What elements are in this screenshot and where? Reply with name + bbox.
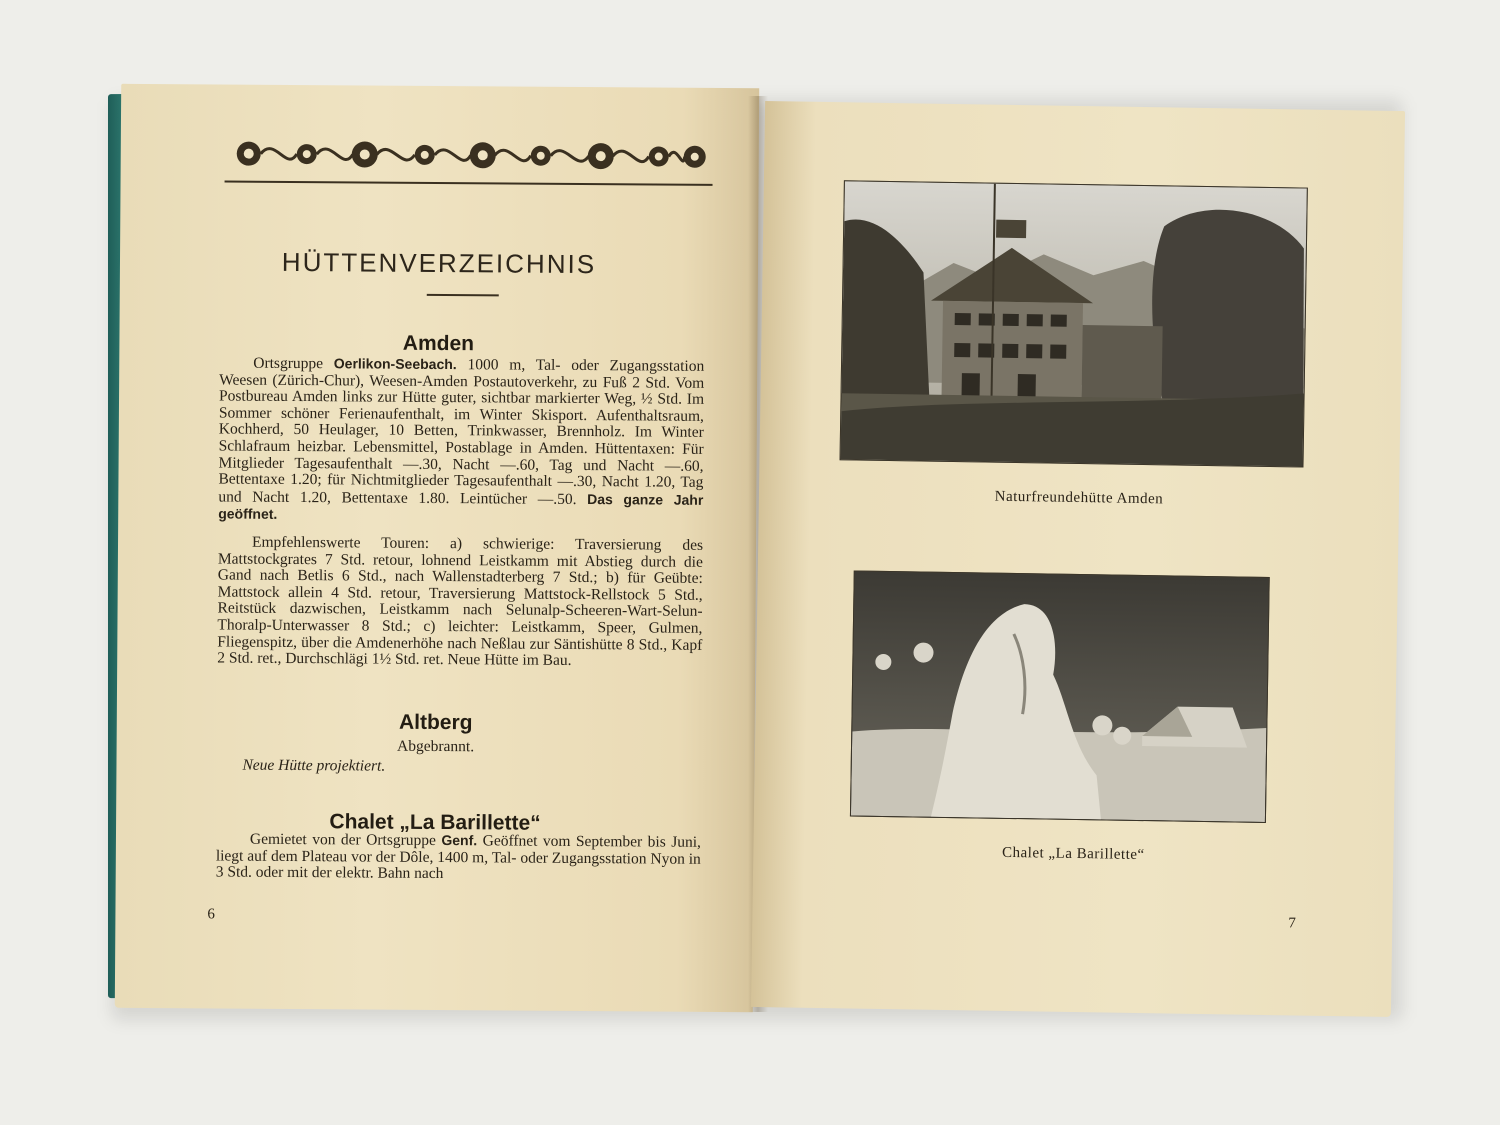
section-heading-amden: Amden [402, 331, 475, 356]
title-rule [427, 294, 499, 297]
section-heading-chalet: Chalet „La Barillette“ [329, 810, 541, 835]
chalet-text-intro: Gemietet von der Ortsgruppe [249, 830, 442, 850]
amden-description [218, 354, 704, 526]
ornament-rule [225, 181, 713, 186]
amden-text-intro: Ortsgruppe [253, 354, 334, 373]
chalet-group-name: Genf. [441, 832, 478, 849]
hut-photo-illustration [841, 181, 1307, 466]
chalet-photo-illustration [851, 571, 1269, 821]
right-page [751, 101, 1405, 1017]
page-title: HÜTTENVERZEICHNIS [281, 246, 597, 280]
amden-tours [217, 534, 703, 670]
amden-group-name: Oerlikon-Seebach. [333, 355, 457, 373]
photo-2-caption: Chalet „La Barillette“ [1001, 844, 1145, 864]
amden-text-body: 1000 m, Tal- oder Zugangsstation Weesen (Zürich-Chur), Weesen-Amden Postautoverkehr, zu Fuß 2 Std. Vom Postbureau Amden links zur Hütte guter, sichtbar markierter Weg, ½ Std. Im Sommer schöner Ferienaufenthalt, im Winter Skisport. Aufenthaltsraum, Kochherd, 50 Heulager, 10 Betten, Trinkwasser, Brennholz. Im Winter Schlafraum heizbar. Lebensmittel, Postablage in Amden. Hüttentaxen: Für Mitglieder Tagesaufenthalt —.30, Nacht —.60, Tag und Nacht —.60, Bettentaxe 1.20; für Nichtmitglieder Tagesaufenthalt —.30, Nacht 1.20, Tag und Nacht 1.20, Bettentaxe 1.80. Leintücher —.50. [218, 356, 705, 508]
altberg-status: Abgebrannt. [397, 737, 475, 756]
amden-opening-note: Das ganze Jahr geöffnet. [218, 490, 704, 523]
photo-chalet-la-barillette [850, 570, 1270, 823]
floral-ornament-header [225, 131, 713, 180]
left-page [115, 84, 759, 1012]
altberg-note: Neue Hütte projektiert. [242, 756, 386, 775]
amden-tours-text: Empfehlenswerte Touren: a) schwierige: Traversierung des Mattstockgrates 7 Std. retour, lohnend Leistkamm mit Abstieg durch die Gand nach Betlis 6 Std., nach Wallenstadterberg 7 Std.; b) für Geübte: Mattstock allein 4 Std. retour, Traversierung Mattstock-Rellstock 5 Std., Reitstück dazwischen, Leistkamm nach Selunalp-Scheeren-Wart-Selun-Thoralp-Unterwasser 8 Std.; c) leichter: Leistkamm, Speer, Gulmen, Fliegenspitz, über die Amdenerhöhe nach Neßlau zur Säntishütte 8 Std., Kapf 2 Std. ret., Durchschlägi 1½ Std. ret. Neue Hütte im Bau. [217, 533, 704, 670]
page-number-left: 6 [207, 906, 215, 923]
photo-1-caption: Naturfreundehütte Amden [994, 488, 1164, 508]
page-number-right: 7 [1288, 915, 1296, 932]
photo-naturfreundehuette-amden [840, 180, 1308, 467]
section-heading-altberg: Altberg [398, 710, 473, 735]
chalet-text-body: Geöffnet vom September bis Juni, liegt auf dem Plateau vor der Dôle, 1400 m, Tal- oder Zugangsstation Nyon in 3 Std. oder mit der elektr. Bahn nach [215, 832, 702, 883]
chalet-description [216, 830, 701, 884]
